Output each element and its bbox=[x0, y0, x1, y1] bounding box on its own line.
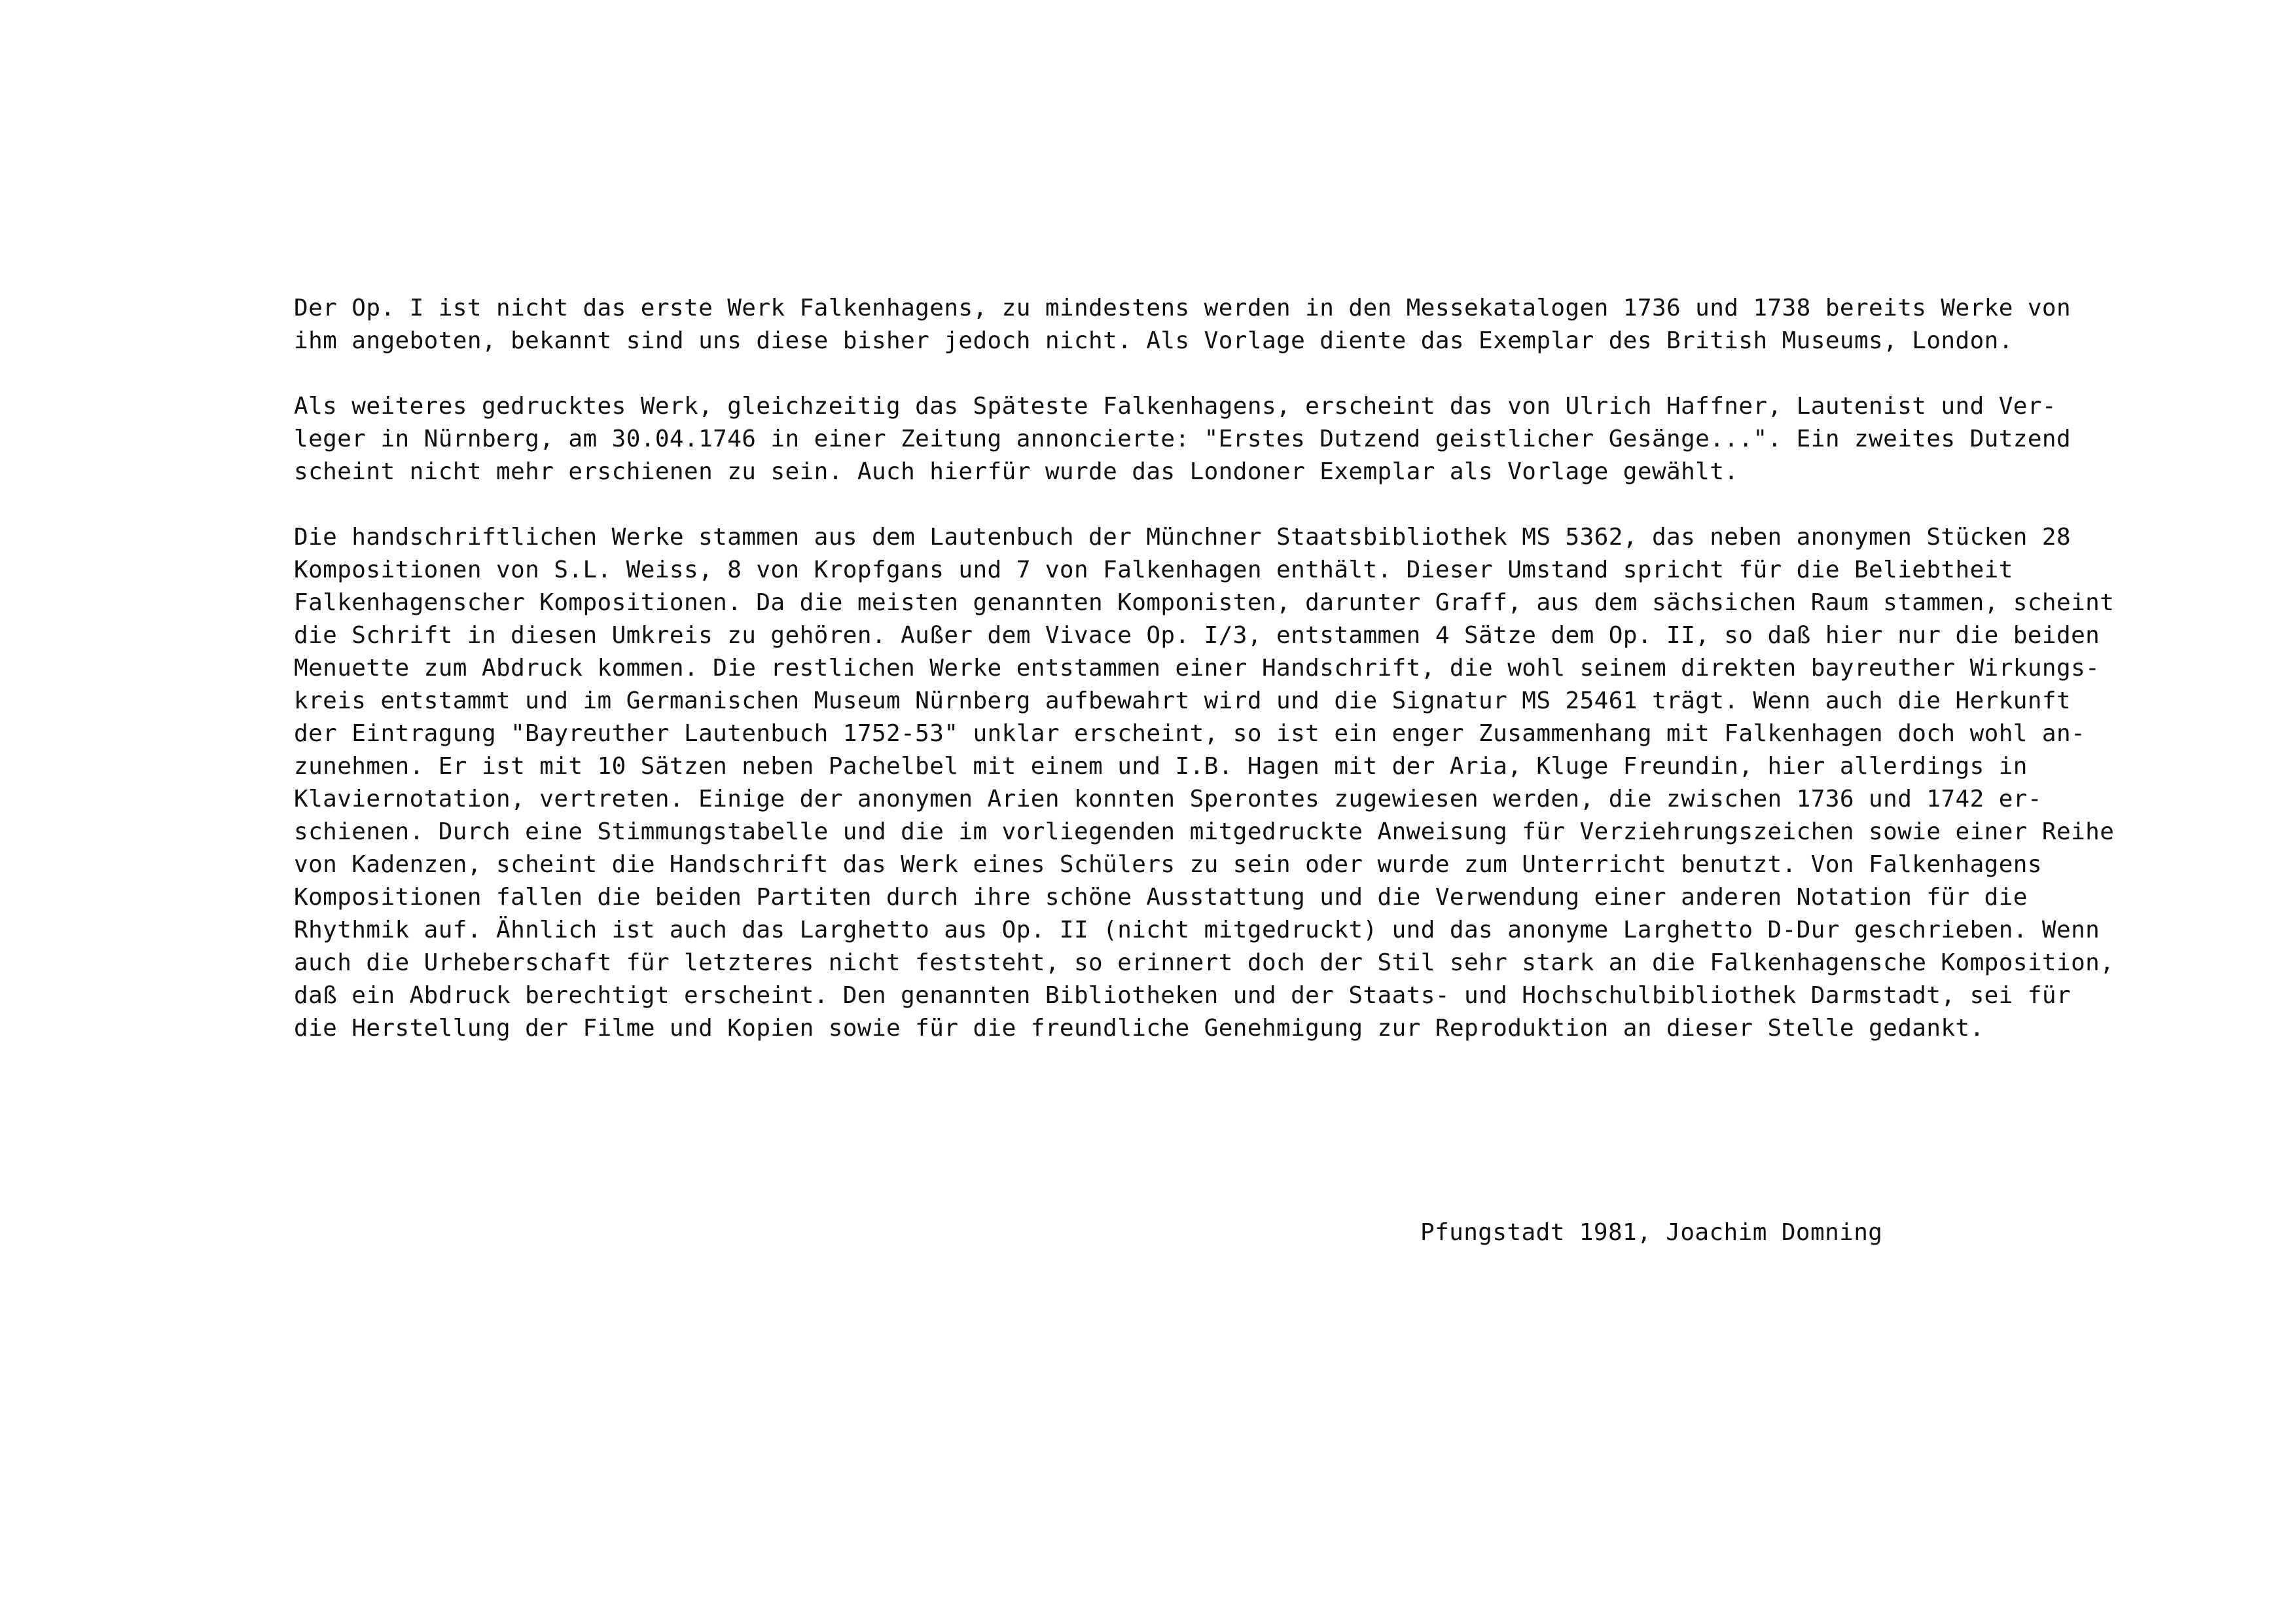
text-line: von Kadenzen, scheint die Handschrift das Werk eines Schülers zu sein oder wurde zum Unterricht benutzt. Von Falkenhagens bbox=[294, 851, 2042, 878]
text-line: scheint nicht mehr erschienen zu sein. Auch hierfür wurde das Londoner Exemplar als Vorlage gewählt. bbox=[294, 458, 1739, 485]
text-line: schienen. Durch eine Stimmungstabelle und die im vorliegenden mitgedruckte Anweisung für Verziehrungszeichen sowie einer Reihe bbox=[294, 818, 2115, 845]
text-line: die Herstellung der Filme und Kopien sowie für die freundliche Genehmigung zur Reproduktion an dieser Stelle gedankt. bbox=[294, 1015, 1984, 1042]
body-text bbox=[294, 292, 2115, 1078]
text-line: der Eintragung "Bayreuther Lautenbuch 1752-53" unklar erscheint, so ist ein enger Zusammenhang mit Falkenhagen doch wohl an- bbox=[294, 720, 2086, 747]
paragraph-3 bbox=[294, 521, 2115, 1045]
paragraph-1 bbox=[294, 292, 2072, 357]
text-line: Die handschriftlichen Werke stammen aus dem Lautenbuch der Münchner Staatsbibliothek MS 5362, das neben anonymen Stücken 28 bbox=[294, 524, 2072, 551]
text-line: auch die Urheberschaft für letzteres nicht feststeht, so erinnert doch der Stil sehr stark an die Falkenhagensche Komposition, bbox=[294, 949, 2115, 976]
text-line: Der Op. I ist nicht das erste Werk Falkenhagens, zu mindestens werden in den Messekatalogen 1736 und 1738 bereits Werke von bbox=[294, 295, 2072, 321]
text-line: leger in Nürnberg, am 30.04.1746 in einer Zeitung annoncierte: "Erstes Dutzend geistlicher Gesänge...". Ein zweites Dutzend bbox=[294, 426, 2072, 452]
text-line: Als weiteres gedrucktes Werk, gleichzeitig das Späteste Falkenhagens, erscheint das von Ulrich Haffner, Lautenist und Ver- bbox=[294, 393, 2057, 420]
text-line: Klaviernotation, vertreten. Einige der anonymen Arien konnten Sperontes zugewiesen werden, die zwischen 1736 und 1742 er- bbox=[294, 786, 2042, 812]
text-line: Menuette zum Abdruck kommen. Die restlichen Werke entstammen einer Handschrift, die wohl seinem direkten bayreuther Wirkungs- bbox=[294, 655, 2100, 682]
text-line: ihm angeboten, bekannt sind uns diese bisher jedoch nicht. Als Vorlage diente das Exemplar des British Museums, London. bbox=[294, 327, 2013, 354]
signature-line: Pfungstadt 1981, Joachim Domning bbox=[1420, 1219, 1883, 1246]
paragraph-2 bbox=[294, 390, 2072, 488]
text-line: Kompositionen von S.L. Weiss, 8 von Kropfgans und 7 von Falkenhagen enthält. Dieser Umstand spricht für die Beliebtheit bbox=[294, 556, 2013, 583]
text-line: daß ein Abdruck berechtigt erscheint. Den genannten Bibliotheken und der Staats- und Hochschulbibliothek Darmstadt, sei für bbox=[294, 982, 2072, 1009]
text-line: Kompositionen fallen die beiden Partiten durch ihre schöne Ausstattung und die Verwendung einer anderen Notation für die bbox=[294, 884, 2028, 911]
text-line: zunehmen. Er ist mit 10 Sätzen neben Pachelbel mit einem und I.B. Hagen mit der Aria, Kluge Freundin, hier allerdings in bbox=[294, 753, 2028, 780]
text-line: Falkenhagenscher Kompositionen. Da die meisten genannten Komponisten, darunter Graff, aus dem sächsichen Raum stammen, scheint bbox=[294, 589, 2115, 616]
text-line: Rhythmik auf. Ähnlich ist auch das Larghetto aus Op. II (nicht mitgedruckt) und das anonyme Larghetto D-Dur geschrieben. Wenn bbox=[294, 917, 2100, 943]
text-line: die Schrift in diesen Umkreis zu gehören. Außer dem Vivace Op. I/3, entstammen 4 Sätze dem Op. II, so daß hier nur die beiden bbox=[294, 622, 2100, 649]
text-line: kreis entstammt und im Germanischen Museum Nürnberg aufbewahrt wird und die Signatur MS 25461 trägt. Wenn auch die Herkunft bbox=[294, 687, 2072, 714]
